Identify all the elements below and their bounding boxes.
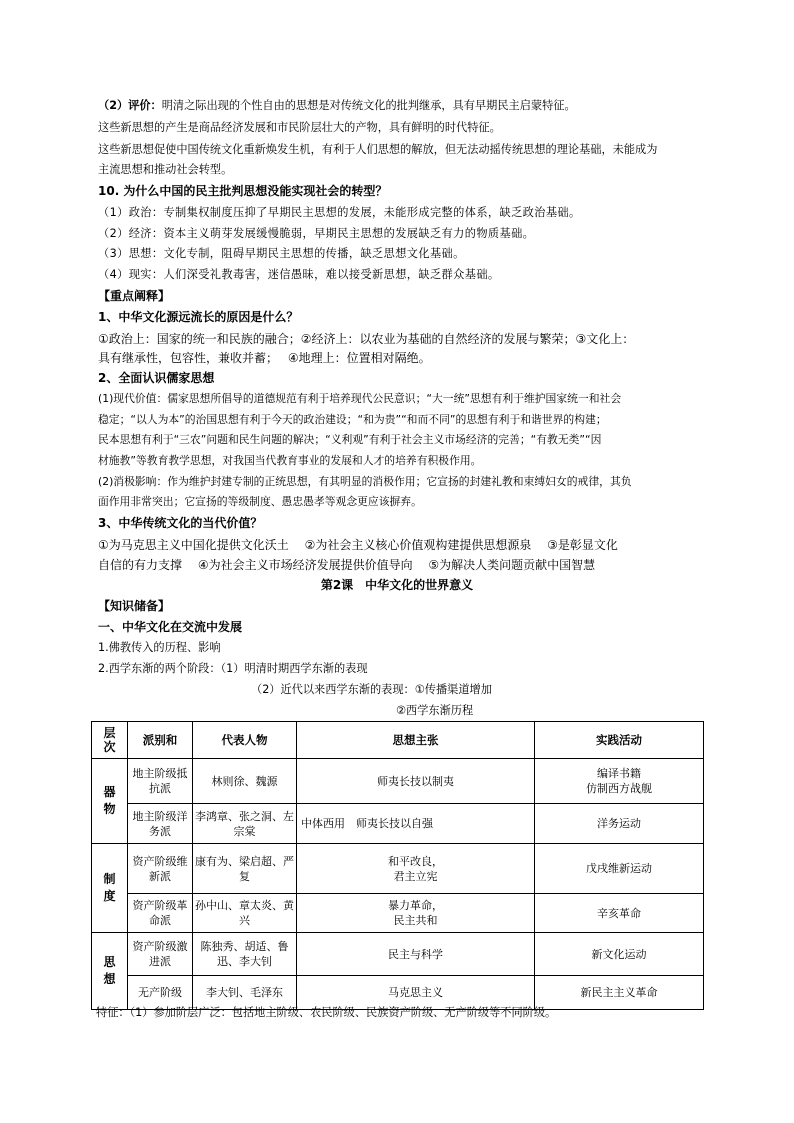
q10-item: （1）政治：专制集权制度压抑了早期民主思想的发展，未能形成完整的体系，缺乏政治基础。 <box>98 206 581 219</box>
key-point-2-line: 材施教”等教育教学思想，对我国当代教育事业的发展和人才的培养有积极作用。 <box>98 454 482 467</box>
idea-cell: 马克思主义 <box>297 976 535 1010</box>
question-10-title: 10. 为什么中国的民主批判思想没能实现社会的转型？ <box>98 184 388 198</box>
paragraph: 这些新思想的产生是商品经济发展和市民阶层壮大的产物，具有鲜明的时代特征。 <box>98 121 501 134</box>
faction-cell: 资产阶级革命派 <box>128 894 193 933</box>
people-cell: 康有为、梁启超、严复 <box>193 844 297 894</box>
key-point-2-line: (2)消极影响：作为维护封建专制的正统思想，有其明显的消极作用；它宣扬的封建礼教和束缚妇女的戒律，其负 <box>98 475 632 488</box>
section-1-item: ②西学东渐历程 <box>396 704 474 717</box>
key-point-1-text: ①政治上：国家的统一和民族的融合；②经济上：以农业为基础的自然经济的发展与繁荣；③文化上： <box>98 332 635 346</box>
faction-cell: 资产阶级激进派 <box>128 933 193 976</box>
key-point-3-text: 自信的有力支撑 ④为社会主义市场经济发展提供价值导向 ⑤为解决人类问题贡献中国智慧 <box>98 558 596 572</box>
people-cell: 李大钊、毛泽东 <box>193 976 297 1010</box>
knowledge-prep-heading: 【知识储备】 <box>98 599 171 613</box>
section-1-item: 2.西学东渐的两个阶段：（1）明清时期西学东渐的表现 <box>98 662 368 675</box>
practice-cell: 辛亥革命 <box>535 894 704 933</box>
idea-cell: 中体西用 师夷长技以自强 <box>297 804 535 844</box>
section-1-item: （2）近代以来西学东渐的表现：①传播渠道增加 <box>251 683 492 696</box>
paragraph: 这些新思想促使中国传统文化重新焕发生机，有利于人们思想的解放，但无法动摇传统思想的理论基础，未能成为 <box>98 143 658 156</box>
q10-item: （3）思想：文化专制，阻碍早期民主思想的传播，缺乏思想文化基础。 <box>98 247 465 260</box>
key-point-3-title: 3、中华传统文化的当代价值？ <box>98 516 263 530</box>
table-row <box>92 933 704 976</box>
header-practice: 实践活动 <box>535 722 704 759</box>
table-header-row <box>92 722 704 759</box>
key-point-2-line: 面作用非常突出；它宣扬的等级制度、愚忠愚孝等观念更应该摒弃。 <box>98 495 422 508</box>
people-cell: 孙中山、章太炎、黄兴 <box>193 894 297 933</box>
practice-cell: 编译书籍 仿制西方战舰 <box>535 759 704 804</box>
idea-cell: 民主与科学 <box>297 933 535 976</box>
idea-cell: 师夷长技以制夷 <box>297 759 535 804</box>
faction-cell: 资产阶级维新派 <box>128 844 193 894</box>
key-point-2-title: 2、全面认识儒家思想 <box>98 371 215 385</box>
section-1-item: 1.佛教传入的历程、影响 <box>98 641 221 654</box>
table-row <box>92 844 704 894</box>
idea-cell: 暴力革命， 民主共和 <box>297 894 535 933</box>
header-level: 层次 <box>92 722 128 759</box>
level-cell: 制度 <box>92 844 128 933</box>
table-row <box>92 894 704 933</box>
practice-cell: 戊戌维新运动 <box>535 844 704 894</box>
faction-cell: 地主阶级洋务派 <box>128 804 193 844</box>
level-cell: 思想 <box>92 933 128 1010</box>
practice-cell: 新文化运动 <box>535 933 704 976</box>
lesson-title: 第2课 中华文化的世界意义 <box>320 578 474 592</box>
people-cell: 陈独秀、胡适、鲁迅、李大钊 <box>193 933 297 976</box>
faction-cell: 地主阶级抵抗派 <box>128 759 193 804</box>
q10-item: （2）经济：资本主义萌芽发展缓慢脆弱，早期民主思想的发展缺乏有力的物质基础。 <box>98 227 535 240</box>
level-cell: 器物 <box>92 759 128 844</box>
key-points-heading: 【重点阐释】 <box>98 289 171 303</box>
table-row <box>92 804 704 844</box>
practice-cell: 新民主主义革命 <box>535 976 704 1010</box>
people-cell: 林则徐、魏源 <box>193 759 297 804</box>
evaluation-text: 明清之际出现的个性自由的思想是对传统文化的批判继承，具有早期民主启蒙特征。 <box>161 99 576 112</box>
key-point-1-text: 具有继承性，包容性，兼收并蓄； ④地理上：位置相对隔绝。 <box>98 351 431 365</box>
key-point-1-title: 1、中华文化源远流长的原因是什么？ <box>98 310 299 324</box>
q10-item: （4）现实：人们深受礼教毒害，迷信愚昧，难以接受新思想，缺乏群众基础。 <box>98 268 500 281</box>
evaluation-line <box>98 98 576 114</box>
paragraph: 主流思想和推动社会转型。 <box>98 163 233 176</box>
key-point-2-line: (1)现代价值：儒家思想所倡导的道德规范有利于培养现代公民意识；“大一统”思想有利于维护国家统一和社会 <box>98 392 622 405</box>
people-cell: 李鸿章、张之洞、左宗棠 <box>193 804 297 844</box>
faction-cell: 无产阶级 <box>128 976 193 1010</box>
header-people: 代表人物 <box>193 722 297 759</box>
evaluation-label: （2）评价： <box>98 99 162 112</box>
key-point-2-line: 稳定；“以人为本”的治国思想有利于今天的政治建设；“和为贵”“和而不同”的思想有利于和谐世界的构建； <box>98 413 607 426</box>
feature-line: 特征：（1）参加阶层广泛：包括地主阶级、农民阶级、民族资产阶级、无产阶级等不同阶级。 <box>96 1006 557 1019</box>
header-faction: 派别和 <box>128 722 193 759</box>
idea-cell: 和平改良， 君主立宪 <box>297 844 535 894</box>
section-1-title: 一、中华文化在交流中发展 <box>98 620 243 634</box>
header-idea: 思想主张 <box>297 722 535 759</box>
key-point-3-text: ①为马克思主义中国化提供文化沃土 ②为社会主义核心价值观构建提供思想源泉 ③是彰显文化 <box>98 538 618 552</box>
key-point-2-line: 民本思想有利于“三农”问题和民生问题的解决；“义利观”有利于社会主义市场经济的完善；“有教无类”“因 <box>98 433 602 446</box>
western-learning-table <box>91 721 704 1010</box>
practice-cell: 洋务运动 <box>535 804 704 844</box>
table-row <box>92 759 704 804</box>
